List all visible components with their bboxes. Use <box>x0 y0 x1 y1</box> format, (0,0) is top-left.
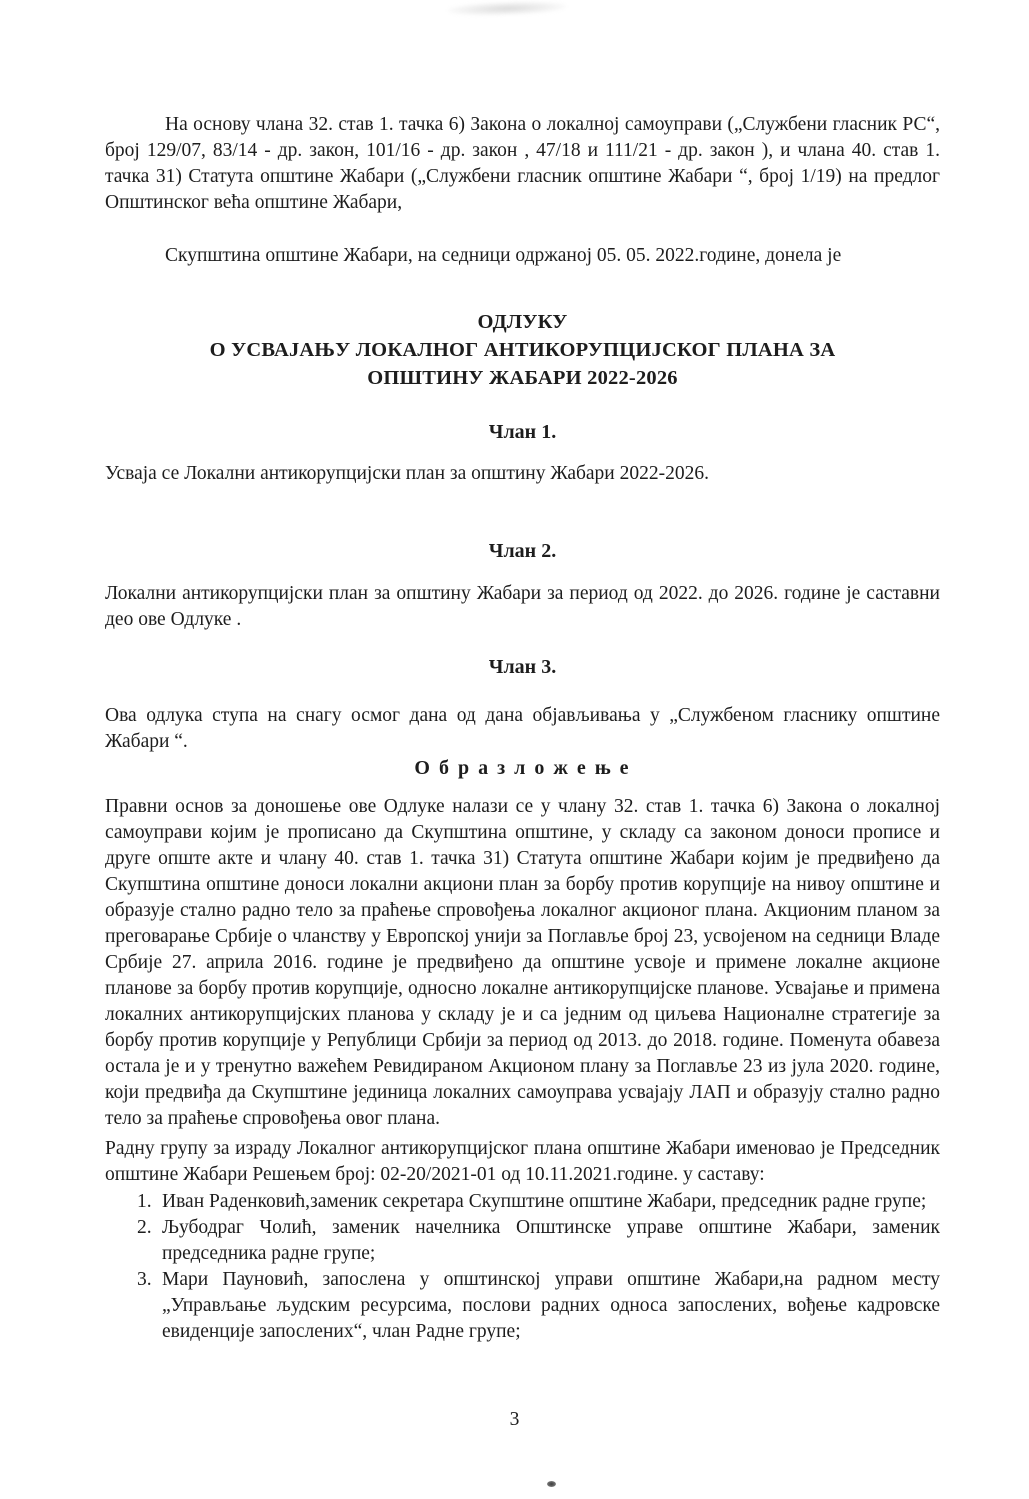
list-item: Иван Раденковић,заменик секретара Скупштине општине Жабари, председник радне групе; <box>162 1191 927 1212</box>
scan-dot-artifact <box>547 1481 556 1487</box>
intro-paragraph: На основу члана 32. став 1. тачка 6) Закона о локалној самоуправи („Службени гласник РС“, број 129/07, 83/14 - др. закон, 101/16 - др. закон , 47/18 и 111/21 - др. закон ), и члана 40. став 1. тачка 31) Статута општине Жабари („Службени гласник општине Жабари “, број 1/19) на предлог Општинског већа општине Жабари, <box>105 114 940 213</box>
rationale-body: Правни основ за доношење ове Одлуке налази се у члану 32. став 1. тачка 6) Закона о локалној самоуправи којим је прописано да Скупштина општине, у складу са законом доноси прописе и друге опште акте и члану 40. став 1. тачка 31) Статута општине Жабари којим је предвиђено да Скупштина општине доноси локални акциони план за борбу против корупције на нивоу општине и образује стално радно тело за праћење спровођења локалног акционог плана. Акционим планом за преговарање Србије о чланству у Европској унији за Поглавље број 23, усвојеном на седници Владе Србије 27. априла 2016. године је предвиђено да општине усвоје и примене локалне акционе планове за борбу против корупције, односно локалне антикорупцијске планове. Усвајање и примена локалних антикорупцијских планова у складу је и са једним од циљева Националне стратегије за борбу против корупције у Републици Србији за период од 2013. до 2018. године. Поменута обавеза остала је и у тренутно важећем Ревидираном Акционом плану за Поглавље 23 из јула 2020. године, који предвиђа да Скупштине јединица локалних самоуправа усвајају ЛАП и образују стално радно тело за праћење спровођења овог плана. <box>105 796 940 1129</box>
decision-title-line1: ОДЛУКУ <box>477 311 568 333</box>
working-group-intro: Радну групу за израду Локалног антикорупцијског плана општине Жабари именовао је Председник општине Жабари Решењем број: 02-20/2021-01 од 10.11.2021.године. у саставу: <box>105 1138 940 1185</box>
article-2-body: Локални антикорупцијски план за општину Жабари за период од 2022. до 2026. године је саставни део ове Одлуке . <box>105 583 940 630</box>
document-content <box>105 0 940 1345</box>
article-3-body: Ова одлука ступа на снагу осмог дана од дана објављивања у „Службеном гласнику општине Жабари “. <box>105 705 940 752</box>
article-3-heading: Члан 3. <box>488 656 557 678</box>
article-1-body: Усваја се Локални антикорупцијски план за општину Жабари 2022-2026. <box>105 463 709 484</box>
list-item: Мари Пауновић, запослена у општинској управи општине Жабари,на радном месту „Управљање људским ресурсима, послови радних односа запослених, вођење кадровске евиденције запослених“, члан Радне групе; <box>162 1269 940 1342</box>
list-item: Љубодраг Чолић, заменик начелника Општинске управе општине Жабари, заменик председника радне групе; <box>162 1217 940 1264</box>
rationale-heading: О б р а з л о ж е њ е <box>414 757 631 779</box>
decision-title <box>105 308 940 392</box>
session-paragraph: Скупштина општине Жабари, на седници одржаној 05. 05. 2022.године, донела је <box>165 245 842 266</box>
article-1-heading: Члан 1. <box>488 421 557 443</box>
page-number: 3 <box>509 1409 520 1430</box>
article-2-heading: Члан 2. <box>488 540 557 562</box>
decision-title-line2: О УСВАЈАЊУ ЛОКАЛНОГ АНТИКОРУПЦИЈСКОГ ПЛАНА ЗА <box>209 339 836 361</box>
working-group-list <box>105 1189 940 1345</box>
decision-title-line3: ОПШТИНУ ЖАБАРИ 2022-2026 <box>367 367 678 389</box>
